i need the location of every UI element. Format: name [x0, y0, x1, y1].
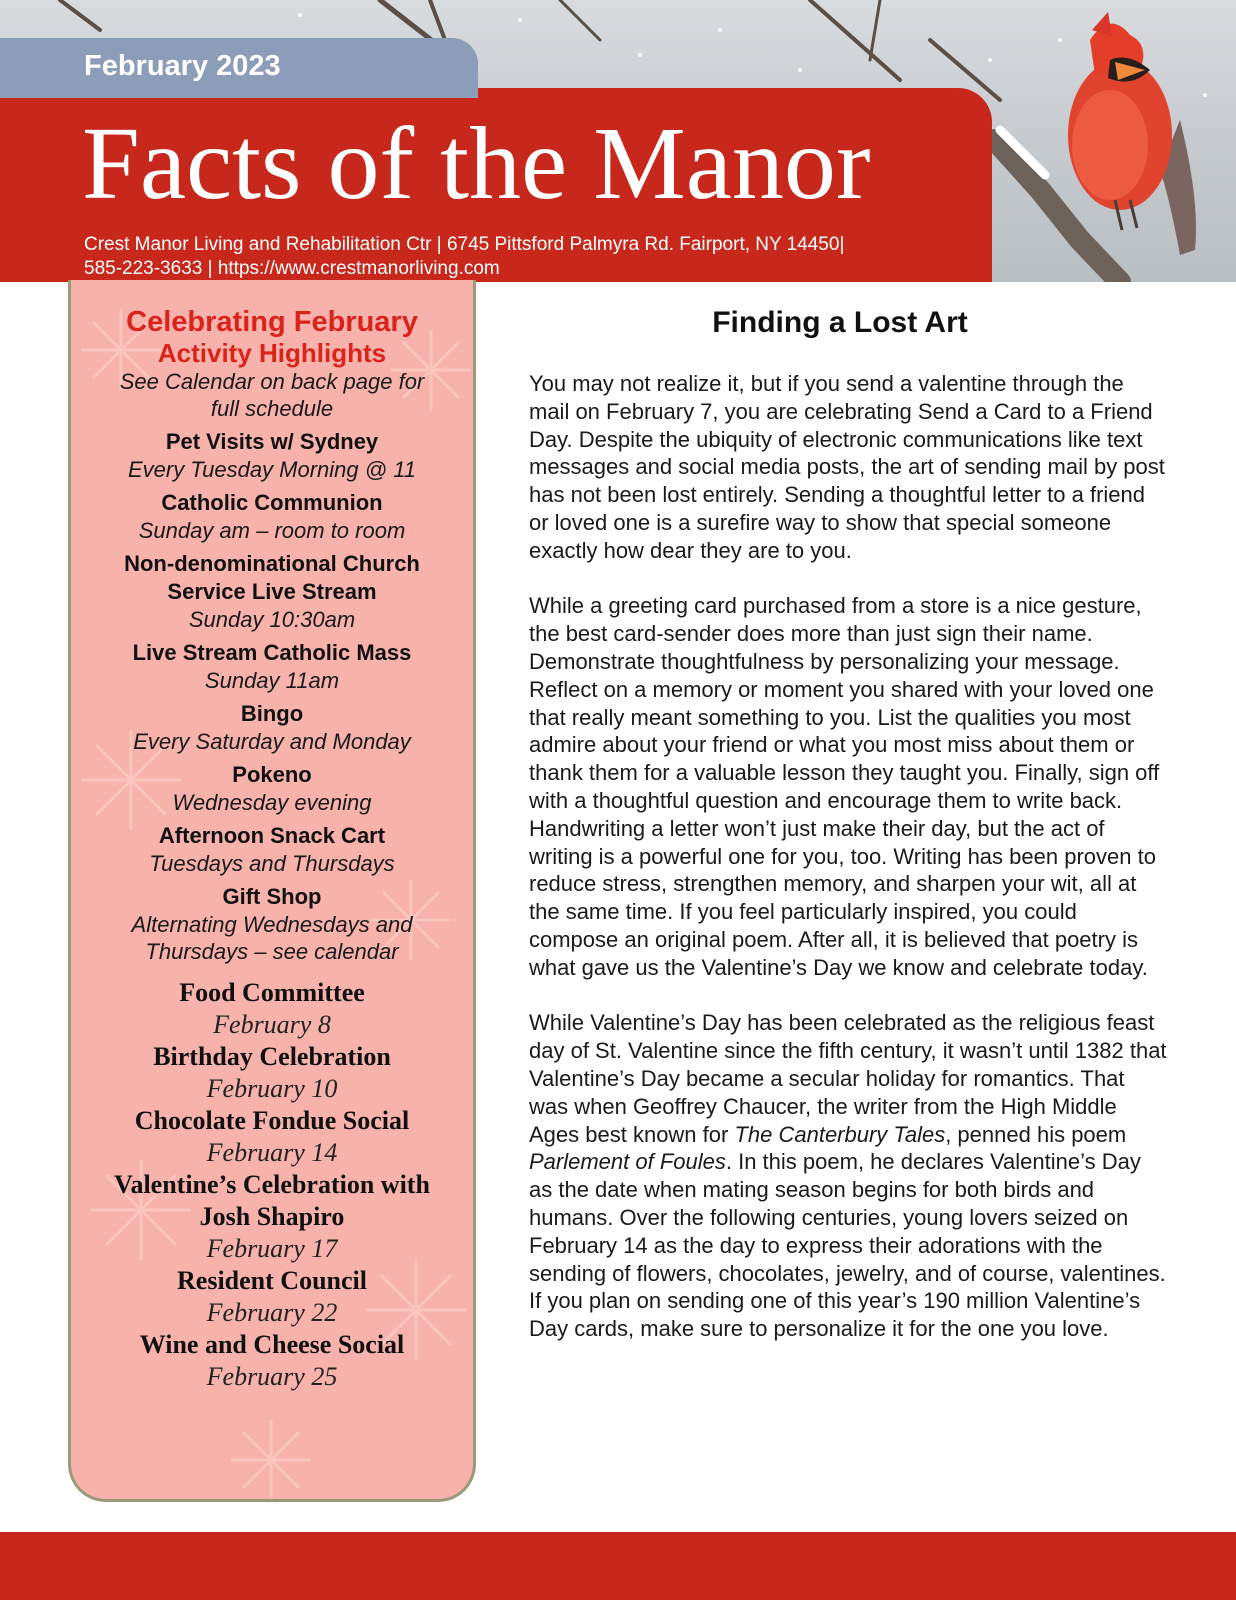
- activity-schedule: Alternating Wednesdays and: [131, 912, 413, 937]
- special-event: [71, 1169, 473, 1265]
- poem-title: Parlement of Foules: [529, 1149, 726, 1175]
- article-text: , penned his poem: [945, 1121, 1127, 1147]
- article-body: [529, 370, 1169, 1371]
- phone-website-line[interactable]: 585-223-3633 | https://www.crestmanorliving.com: [84, 258, 500, 279]
- special-event: [71, 1105, 473, 1169]
- activity-name: Afternoon Snack Cart: [158, 823, 386, 848]
- article-paragraph: You may not realize it, but if you send a valentine through the mail on February 7, you are celebrating Send a Card to a Friend Day. Despite the ubiquity of electronic communications like text messages and social media posts, the art of sending mail by post has not been lost entirely. Sending a thoughtful letter to a friend or loved one is a surefire way to show that special someone exactly how dear they are to you.: [529, 371, 1165, 563]
- activity-item: [71, 639, 473, 694]
- activity-schedule: Wednesday evening: [172, 790, 372, 815]
- activity-schedule: Every Saturday and Monday: [133, 729, 411, 754]
- article-text: . In this poem, he declares Valentine’s Day as the date when mating season begins for both birds and humans. Over the following centuries, young lovers seized on February 14 as the day to express their adorations with the sending of flowers, chocolates, jewelry, and of course, valentines. If you plan on sending one of this year’s 190 million Valentine’s Day cards, make sure to personalize it for the one you love.: [529, 1149, 1166, 1342]
- special-event: [71, 1329, 473, 1393]
- special-event: [71, 1265, 473, 1329]
- newsletter-title: Facts of the Manor: [82, 106, 871, 221]
- activity-item: [71, 761, 473, 816]
- activity-item: [71, 428, 473, 483]
- special-event-date: February 25: [206, 1362, 338, 1391]
- article-paragraph: [529, 1009, 1169, 1343]
- activity-schedule: Sunday 10:30am: [188, 607, 356, 632]
- special-event-date: February 14: [206, 1138, 338, 1167]
- activity-name-line2: Service Live Stream: [167, 579, 377, 604]
- special-events: [71, 977, 473, 1393]
- special-event-date: February 17: [206, 1234, 338, 1263]
- activity-schedule: Sunday 11am: [204, 668, 340, 693]
- activity-name: Pokeno: [232, 762, 312, 787]
- activity-schedule: Sunday am – room to room: [138, 518, 406, 543]
- calendar-note-line: See Calendar on back page for: [119, 369, 425, 394]
- special-event-date: February 22: [206, 1298, 338, 1327]
- book-title: The Canterbury Tales: [734, 1121, 946, 1147]
- special-event-name: Birthday Celebration: [153, 1042, 391, 1071]
- activity-name: Non-denominational Church: [124, 551, 420, 576]
- activity-highlights-panel: [68, 280, 476, 1502]
- special-event-date: February 10: [206, 1074, 338, 1103]
- calendar-note: [71, 368, 473, 422]
- article-text: While Valentine’s Day has been celebrated as the religious feast day of St. Valentine since the fifth century, it wasn’t until 1382 that Valentine’s Day became a secular holiday for romantics. That was when Geoffrey Chaucer, the writer from the High Middle Ages best known for: [529, 1010, 1167, 1147]
- activity-item: [71, 550, 473, 633]
- activity-item: [71, 700, 473, 755]
- activity-schedule: Every Tuesday Morning @ 11: [127, 457, 417, 482]
- special-event: [71, 977, 473, 1041]
- special-event-name: Food Committee: [179, 978, 365, 1007]
- special-event-name: Chocolate Fondue Social: [134, 1106, 410, 1135]
- special-event-name: Resident Council: [177, 1266, 367, 1295]
- activity-name: Pet Visits w/ Sydney: [165, 429, 379, 454]
- activity-schedule-line2: Thursdays – see calendar: [145, 939, 399, 964]
- activity-name: Bingo: [240, 701, 304, 726]
- calendar-note-line: full schedule: [210, 396, 334, 421]
- address-line: Crest Manor Living and Rehabilitation Ctr | 6745 Pittsford Palmyra Rd. Fairport, NY 14450|: [84, 234, 845, 255]
- special-event-date: February 8: [213, 1010, 331, 1039]
- activity-item: [71, 822, 473, 877]
- article-title: Finding a Lost Art: [712, 306, 968, 339]
- special-event: [71, 1041, 473, 1105]
- facility-contact: [84, 233, 984, 281]
- footer-bar: [0, 1532, 1236, 1600]
- issue-month: February 2023: [0, 38, 478, 98]
- activity-item: [71, 489, 473, 544]
- activity-schedule: Tuesdays and Thursdays: [149, 851, 395, 876]
- article-paragraph: While a greeting card purchased from a store is a nice gesture, the best card-sender does more than just sign their name. Demonstrate thoughtfulness by personalizing your message. Reflect on a memory or moment you shared with your loved one that really meant something to you. List the qualities you most admire about your friend or what you most miss about them or thank them for a valuable lesson they taught you. Finally, sign off with a thoughtful question and encourage them to write back. Handwriting a letter won’t just make their day, but the act of writing is a powerful one for you, too. Writing has been proven to reduce stress, strengthen memory, and sharpen your wit, all at the same time. If you feel particularly inspired, you could compose an original poem. After all, it is believed that poetry is what gave us the Valentine’s Day we know and celebrate today.: [529, 593, 1160, 980]
- activity-name: Catholic Communion: [161, 490, 383, 515]
- activity-name: Live Stream Catholic Mass: [132, 640, 412, 665]
- special-event-name-line2: Josh Shapiro: [199, 1202, 345, 1231]
- activity-name: Gift Shop: [222, 884, 322, 909]
- sidebar-subheading: Activity Highlights: [157, 338, 387, 368]
- special-event-name: Valentine’s Celebration with: [114, 1170, 430, 1199]
- special-event-name: Wine and Cheese Social: [139, 1330, 405, 1359]
- cardinal-bird: [1068, 12, 1196, 255]
- activity-item: [71, 883, 473, 965]
- sidebar-heading: Celebrating February: [126, 306, 418, 338]
